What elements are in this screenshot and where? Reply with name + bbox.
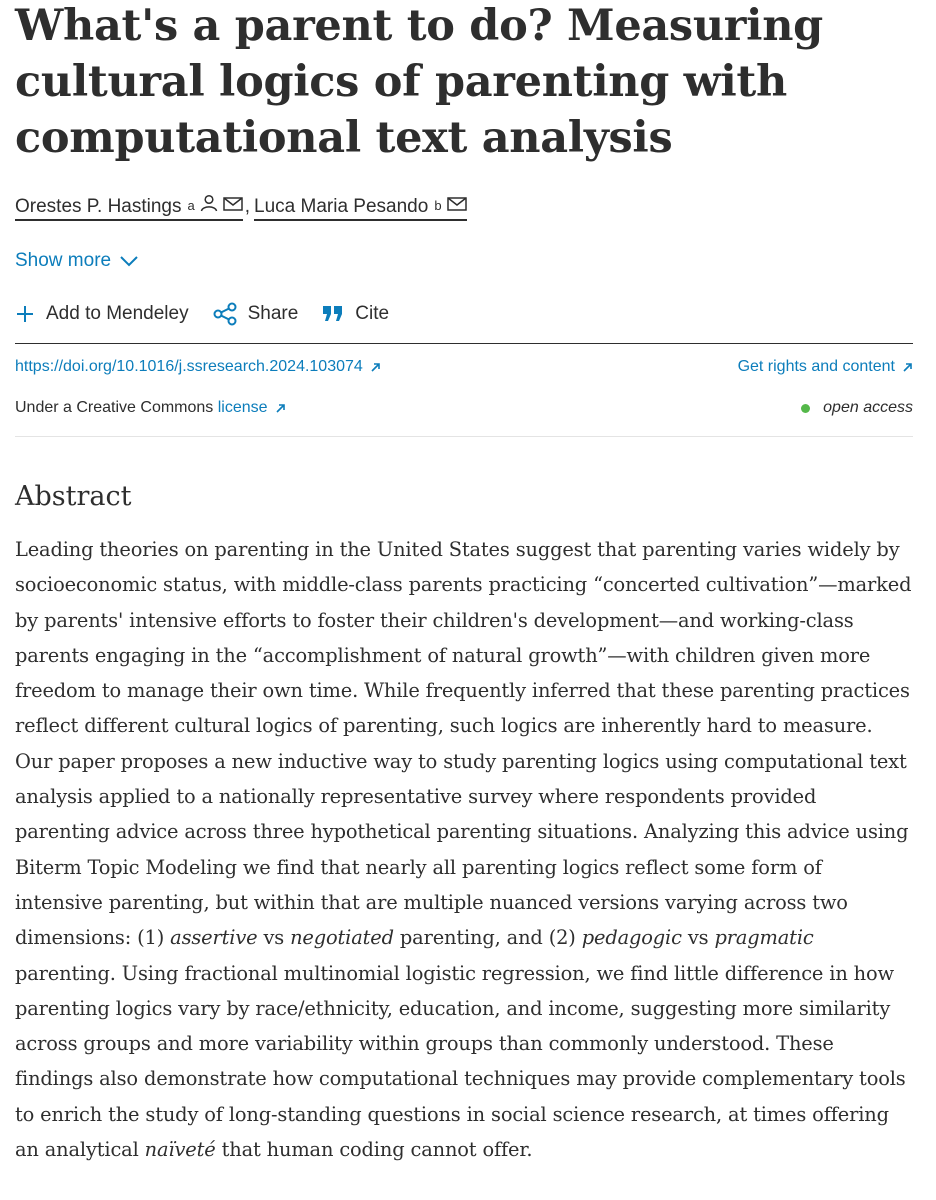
email-icon[interactable] [223,196,243,212]
license-link[interactable] [218,399,286,417]
author-list [15,194,467,221]
abstract-emphasis: pedagogic [581,926,682,950]
abstract-segment: that human coding cannot offer. [215,1138,533,1162]
abstract-segment: parenting. Using fractional multinomial logistic regression, we find little difference in how parenting logics vary by race/ethnicity, education, and income, suggesting more similarity across groups and more variability within groups than commonly understood. These findings also demonstrate how computational techniques may provide complementary tools to enrich the study of long-standing questions in social science research, at times offering an analytical [15,961,906,1162]
abstract-emphasis: pragmatic [714,926,814,950]
doi-link[interactable] [15,358,381,376]
add-to-mendeley-button[interactable] [15,303,189,325]
open-access-badge [801,399,913,417]
action-bar [15,302,413,326]
abstract-text [15,532,913,1167]
person-icon[interactable] [200,194,218,212]
mendeley-label: Add to Mendeley [46,303,189,324]
abstract-heading: Abstract [15,481,132,512]
divider [15,436,913,437]
abstract-emphasis: assertive [170,926,258,950]
abstract-segment: vs [681,926,715,950]
author-separator: , [244,196,251,217]
abstract-segment: parenting, and (2) [393,926,582,950]
external-link-icon [275,403,286,414]
author-name[interactable]: Orestes P. Hastings [15,196,182,217]
share-icon [213,302,237,326]
doi-row [15,358,913,376]
abstract-emphasis: negotiated [290,926,394,950]
affiliation-marker: a [187,198,195,213]
external-link-icon [370,362,381,373]
plus-icon [15,304,35,324]
quote-icon [322,304,344,324]
abstract-segment: vs [257,926,291,950]
show-more-label: Show more [15,250,112,271]
chevron-down-icon [119,255,139,267]
cite-label: Cite [355,303,390,324]
author-pesando[interactable] [254,196,467,221]
show-more-button[interactable] [15,250,139,272]
cite-button[interactable] [322,303,389,325]
share-label: Share [247,303,299,324]
affiliation-marker: b [434,198,442,213]
author-name[interactable]: Luca Maria Pesando [254,196,429,217]
share-button[interactable] [213,302,299,326]
email-icon[interactable] [447,196,467,212]
abstract-segment: Leading theories on parenting in the United States suggest that parenting varies widely by socioeconomic status, with middle-class parents practicing “concerted cultivation”—marked by parents' intensive efforts to foster their children's development—and working-class parents engaging in the “accomplishment of natural growth”—with children given more freedom to manage their own time. While frequently inferred that these parenting practices reflect different cultural logics of parenting, such logics are inherently hard to measure. Our paper proposes a new inductive way to study parenting logics using computational text analysis applied to a nationally representative survey where respondents provided parenting advice across three hypothetical parenting situations. Analyzing this advice using Biterm Topic Modeling we find that nearly all parenting logics reflect some form of intensive parenting, but within that are multiple nuanced versions varying across two dimensions: (1) [15,538,912,950]
open-access-label: open access [823,399,913,416]
license-row [15,399,913,417]
author-hastings[interactable] [15,194,243,221]
external-link-icon [902,362,913,373]
article-title: What's a parent to do? Measuring cultural logics of parenting with computational text analysis [15,1,823,163]
license-prefix: Under a Creative Commons [15,399,214,416]
license-statement [15,399,286,417]
open-access-dot-icon [801,404,810,413]
abstract-emphasis: naïveté [144,1138,216,1162]
get-rights-text: Get rights and content [737,358,895,375]
doi-text: https://doi.org/10.1016/j.ssresearch.2024.103074 [15,358,363,375]
license-link-text: license [217,399,268,416]
divider [15,343,913,344]
get-rights-link[interactable] [738,358,913,376]
